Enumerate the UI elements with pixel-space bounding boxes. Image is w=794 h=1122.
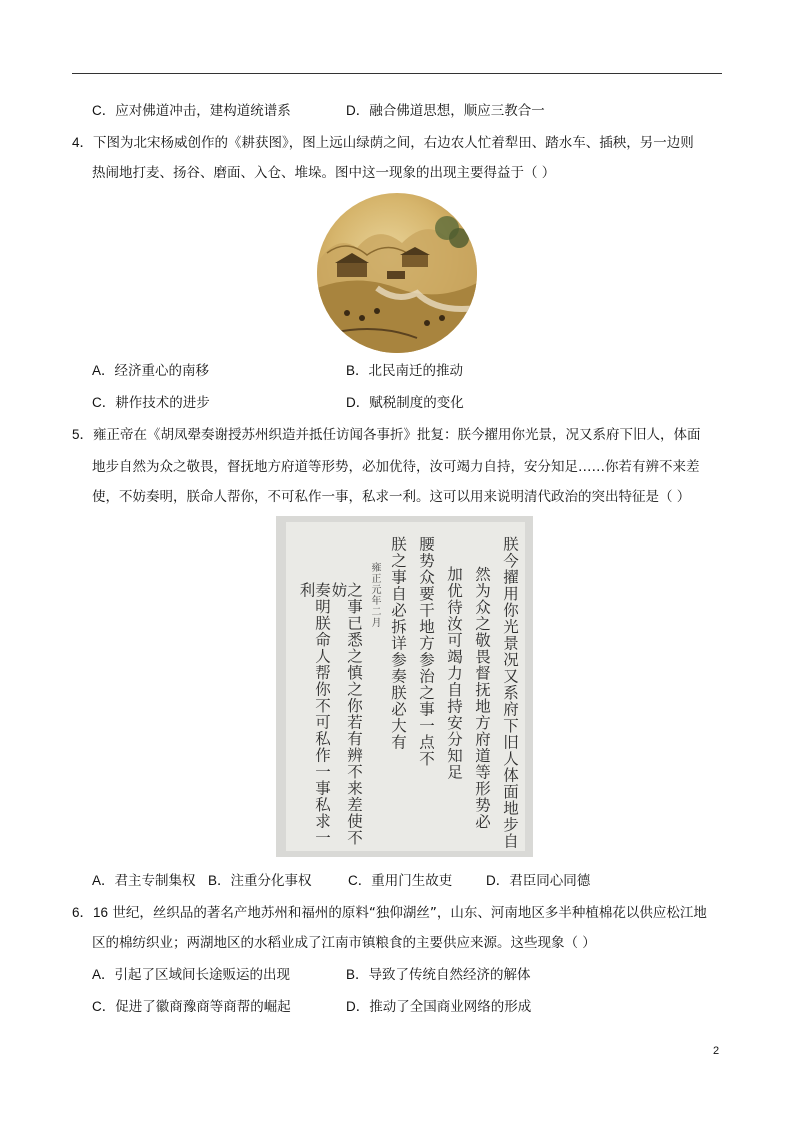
q6-option-c[interactable]: C．促进了徽商豫商等商帮的崛起: [92, 999, 291, 1015]
painting-illustration: [317, 193, 477, 353]
header-rule: [72, 73, 722, 74]
q6-stem-line2: 区的棉纺织业；两湖地区的水稻业成了江南市镇粮食的主要供应来源。这些现象（ ）: [92, 935, 596, 951]
q4-option-a[interactable]: A．经济重心的南移: [92, 363, 210, 379]
farming-painting-image: [317, 193, 477, 353]
manuscript-column: 加优待汝可竭力自持安分知足: [445, 566, 463, 781]
q6-stem-line1: 6．16 世纪，丝织品的著名产地苏州和福州的原料“独仰湖丝”，山东、河南地区多半种植棉花以供应松江地: [72, 905, 707, 921]
manuscript-column: 然为众之敬畏督抚地方府道等形势必: [473, 566, 491, 830]
manuscript-date: 雍正元年二月: [369, 562, 380, 628]
manuscript-column: 朕之事自必拆详参奏朕必大有: [389, 536, 407, 751]
q5-stem-line2: 地步自然为众之敬畏，督抚地方府道等形势，必加优待，汝可竭力自持，安分知足……你若有辨不来差: [92, 459, 700, 475]
q3-option-c[interactable]: C．应对佛道冲击，建构道统谱系: [92, 103, 291, 119]
manuscript-column: 奏明朕命人帮你不可私作一事私求一利: [297, 582, 331, 846]
q5-option-c[interactable]: C．重用门生故吏: [348, 873, 453, 889]
q5-stem-line3: 使，不妨奏明，朕命人帮你，不可私作一事，私求一利。这可以用来说明清代政治的突出特征是（ ）: [92, 489, 691, 505]
manuscript-paper: [286, 522, 525, 851]
page-number: 2: [713, 1045, 720, 1057]
q4-stem-line1: 4．下图为北宋杨威创作的《耕获图》，图上远山绿荫之间，右边农人忙着犁田、踏水车、插秧，另一边则: [72, 135, 694, 151]
q6-option-d[interactable]: D．推动了全国商业网络的形成: [346, 999, 532, 1015]
q5-option-b[interactable]: B．注重分化事权: [208, 873, 312, 889]
q6-option-a[interactable]: A．引起了区域间长途贩运的出现: [92, 967, 291, 983]
q3-option-d[interactable]: D．融合佛道思想，顺应三教合一: [346, 103, 545, 119]
q4-option-b[interactable]: B．北民南迁的推动: [346, 363, 464, 379]
q5-option-d[interactable]: D．君臣同心同德: [486, 873, 591, 889]
manuscript-column: 腰势众要干地方参治之事一点不: [417, 536, 435, 767]
q4-option-d[interactable]: D．赋税制度的变化: [346, 395, 464, 411]
q6-option-b[interactable]: B．导致了传统自然经济的解体: [346, 967, 531, 983]
q4-stem-line2: 热闹地打麦、扬谷、磨面、入仓、堆垛。图中这一现象的出现主要得益于（ ）: [92, 165, 556, 181]
manuscript-column: 之事已悉之慎之你若有辨不来差使不妨: [329, 582, 363, 846]
manuscript-column: 朕今擢用你光景况又系府下旧人体面地步自: [501, 536, 519, 850]
q4-option-c[interactable]: C．耕作技术的进步: [92, 395, 210, 411]
manuscript-image: [276, 516, 533, 857]
q5-stem-line1: 5．雍正帝在《胡凤翚奏谢授苏州织造并抵任访闻各事折》批复：朕今擢用你光景，况又系府下旧人，体面: [72, 427, 701, 443]
q5-option-a[interactable]: A．君主专制集权: [92, 873, 196, 889]
